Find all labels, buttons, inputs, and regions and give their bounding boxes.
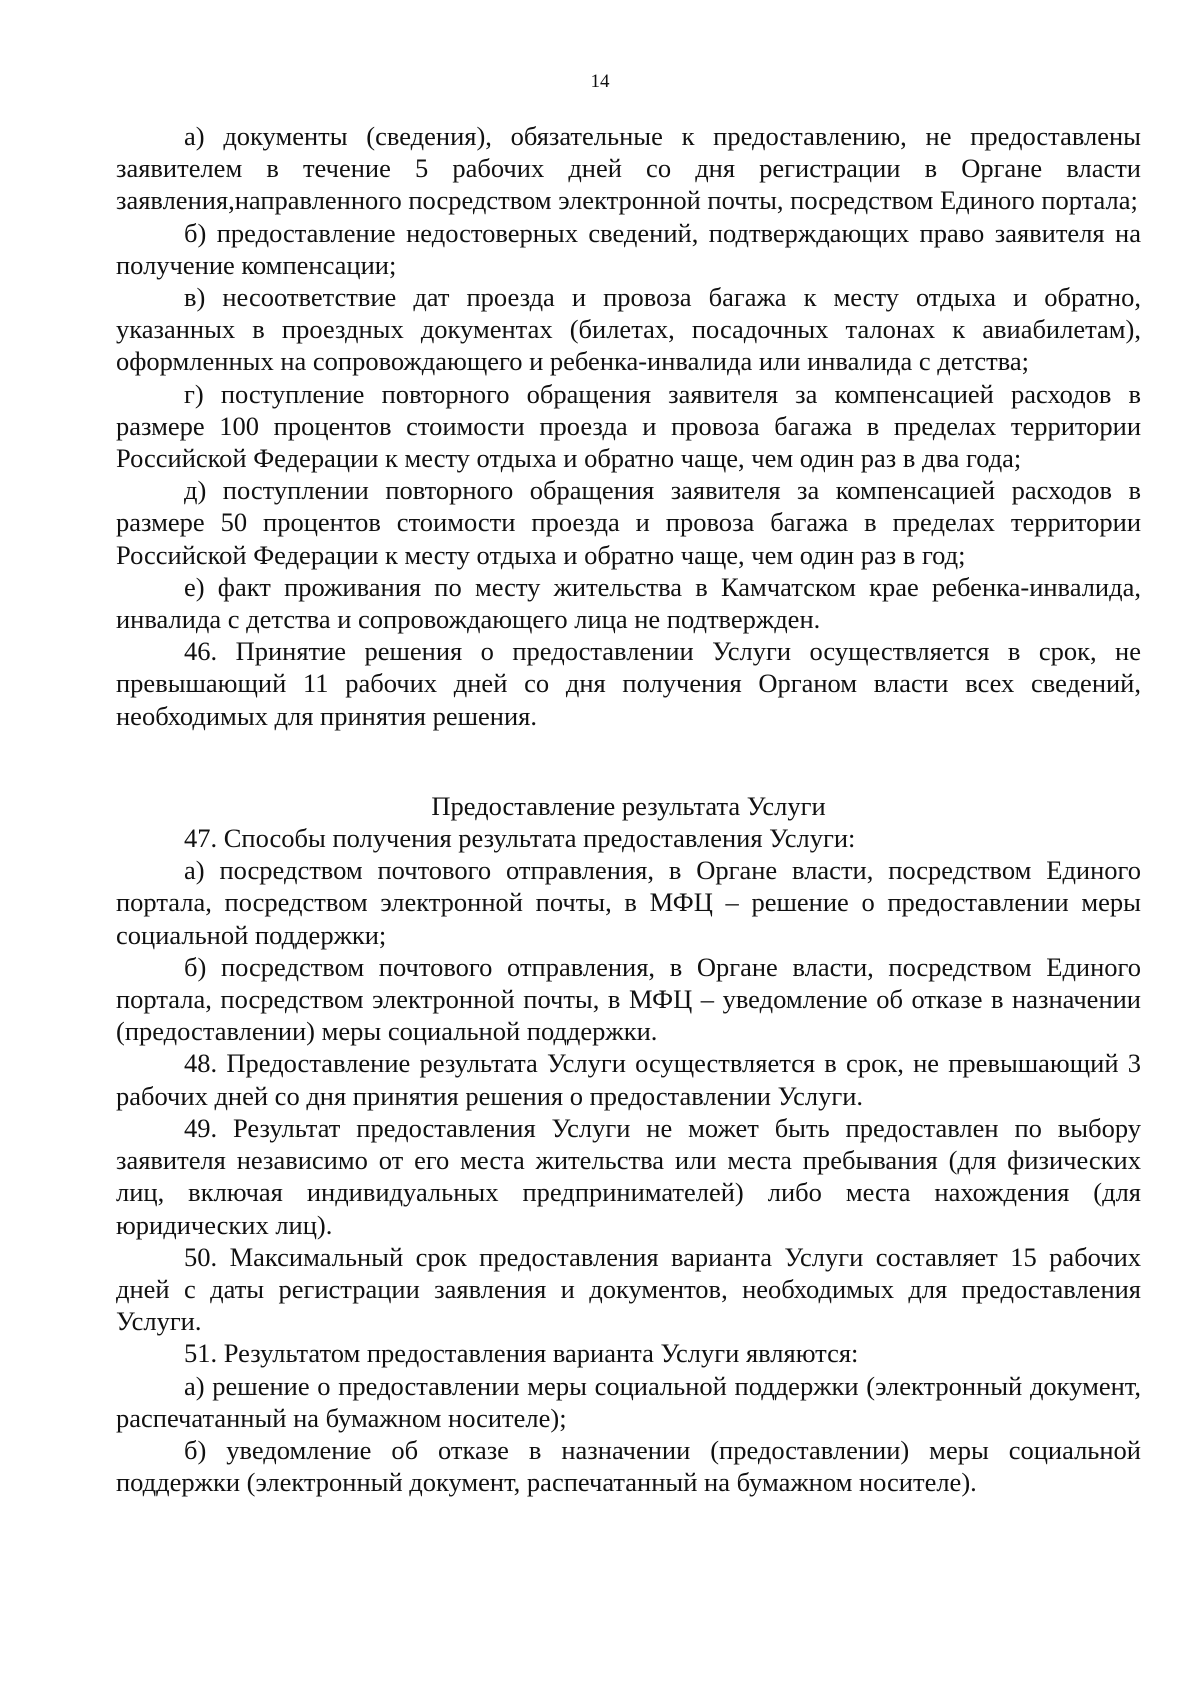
item-47-a: а) посредством почтового отправления, в Органе власти, посредством Единого портала, посредством электронной почты, в МФЦ – решение о предоставлении меры социальной поддержки; xyxy=(116,855,1141,950)
item-51-results: 51. Результатом предоставления варианта Услуги являются: xyxy=(184,1338,859,1369)
clause-g-repeat-100-percent: г) поступление повторного обращения заявителя за компенсацией расходов в размере 100 процентов стоимости проезда и провоза багажа в пределах территории Российской Федерации к месту отдыха и обратно чаще, чем один раз в два года; xyxy=(116,378,1141,474)
page-number: 14 xyxy=(590,71,610,92)
clause-e-residence-not-confirmed: е) факт проживания по месту жительства в Камчатском крае ребенка-инвалида, инвалида с детства и сопровождающего лица не подтвержден. xyxy=(116,571,1141,635)
document-body xyxy=(116,120,1141,1498)
item-47-b: б) посредством почтового отправления, в Органе власти, посредством Единого портала, посредством электронной почты, в МФЦ – уведомление об отказе в назначении (предоставлении) меры социальной поддержки. xyxy=(116,951,1141,1047)
clause-d-repeat-50-percent: д) поступлении повторного обращения заявителя за компенсацией расходов в размере 50 процентов стоимости проезда и провоза багажа в пределах территории Российской Федерации к месту отдыха и обратно чаще, чем один раз в год; xyxy=(116,475,1141,570)
clause-b-unreliable-info: б) предоставление недостоверных сведений, подтверждающих право заявителя на получение компенсации; xyxy=(116,217,1141,280)
item-49-place-independence: 49. Результат предоставления Услуги не может быть предоставлен по выбору заявителя независимо от его места жительства или места пребывания (для физических лиц, включая индивидуальных предпринимателей) либо места нахождения (для юридических лиц). xyxy=(116,1112,1141,1240)
item-51-b: б) уведомление об отказе в назначении (предоставлении) меры социальной поддержки (электронный документ, распечатанный на бумажном носителе). xyxy=(116,1434,1141,1498)
item-51-a: а) решение о предоставлении меры социальной поддержки (электронный документ, распечатанный на бумажном носителе); xyxy=(116,1370,1141,1433)
item-46-decision-term: 46. Принятие решения о предоставлении Услуги осуществляется в срок, не превышающий 11 рабочих дней со дня получения Органом власти всех сведений, необходимых для принятия решения. xyxy=(116,636,1141,731)
clause-v-date-mismatch: в) несоответствие дат проезда и провоза багажа к месту отдыха и обратно, указанных в проездных документах (билетах, посадочных талонах к авиабилетам), оформленных на сопровождающего и ребенка-инвалида или инвалида с детства; xyxy=(116,282,1141,377)
section-title: Предоставление результата Услуги xyxy=(431,790,826,821)
item-50-max-term: 50. Максимальный срок предоставления варианта Услуги составляет 15 рабочих дней с даты регистрации заявления и документов, необходимых для предоставления Услуги. xyxy=(116,1241,1141,1337)
clause-a-documents-not-provided: а) документы (сведения), обязательные к предоставлению, не предоставлены заявителем в течение 5 рабочих дней со дня регистрации в Органе власти заявления,направленного посредством электронной почты, посредством Единого портала; xyxy=(116,121,1141,216)
item-47-methods: 47. Способы получения результата предоставления Услуги: xyxy=(184,823,856,854)
item-48-result-term: 48. Предоставление результата Услуги осуществляется в срок, не превышающий 3 рабочих дней со дня принятия решения о предоставлении Услуги. xyxy=(116,1048,1141,1111)
